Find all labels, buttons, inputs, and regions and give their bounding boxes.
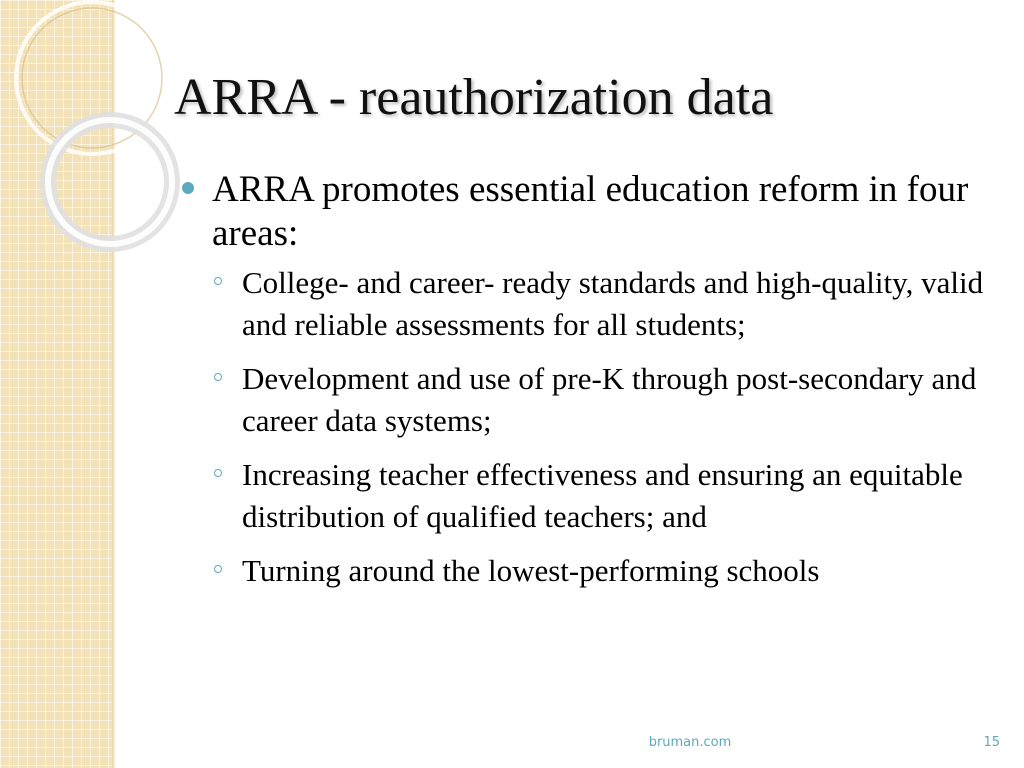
ring-bullet-icon xyxy=(214,469,222,477)
sub-bullet xyxy=(212,262,1000,346)
main-bullet-text: ARRA promotes essential education reform in four areas: xyxy=(212,169,969,254)
ring-bullet-icon xyxy=(214,277,222,285)
bullet-list xyxy=(180,168,1000,604)
side-panel-edge xyxy=(112,0,116,768)
footer-site: bruman.com xyxy=(648,735,732,750)
slide-title: ARRA - reauthorization data xyxy=(174,69,774,126)
sub-bullet-list xyxy=(180,262,1000,592)
sub-bullet-text: Increasing teacher effectiveness and ensuring an equitable distribution of qualified teachers; and xyxy=(242,457,963,534)
sub-bullet xyxy=(212,550,1000,592)
ring-bullet-icon xyxy=(214,565,222,573)
sub-bullet-text: Turning around the lowest-performing schools xyxy=(242,553,820,588)
decorative-side-panel xyxy=(0,0,112,768)
main-bullet xyxy=(180,168,1000,256)
sub-bullet xyxy=(212,358,1000,442)
sub-bullet-text: College- and career- ready standards and high-quality, valid and reliable assessments for all students; xyxy=(242,265,984,342)
ring-bullet-icon xyxy=(214,373,222,381)
filled-bullet-icon xyxy=(182,182,194,194)
sub-bullet xyxy=(212,454,1000,538)
sub-bullet-text: Development and use of pre-K through post-secondary and career data systems; xyxy=(242,361,977,438)
slide-number: 15 xyxy=(983,735,1000,750)
